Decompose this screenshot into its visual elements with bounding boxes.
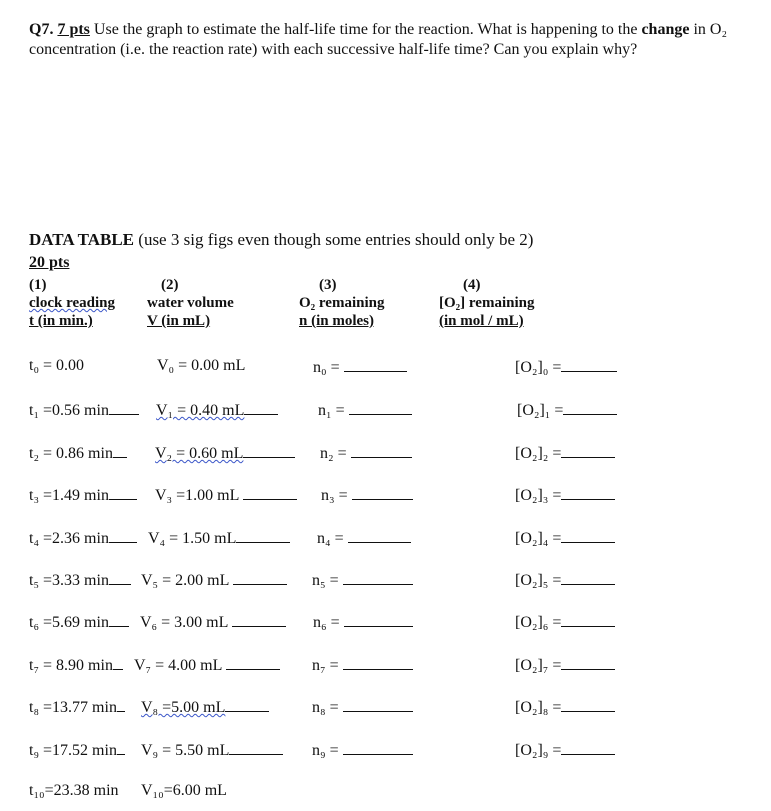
- moles-answer-blank[interactable]: [352, 485, 413, 500]
- volume-entry: [156, 400, 278, 420]
- time-entry-text: t₇ = 8.90 min: [29, 657, 113, 674]
- volume-entry: V₁₀=6.00 mL: [141, 782, 227, 799]
- time-entry-text: t₂ = 0.86 min: [29, 445, 113, 462]
- time-blank: [109, 612, 129, 627]
- concentration-label-text: [O₂]₆ =: [515, 614, 562, 631]
- volume-entry-text: V₅ = 2.00 mL: [141, 572, 229, 589]
- concentration-label: [515, 570, 615, 590]
- volume-entry: [141, 570, 287, 590]
- time-entry: [29, 655, 123, 675]
- column-header-line2: t (in min.): [29, 313, 93, 329]
- moles-label-text: n₁ =: [318, 402, 345, 419]
- moles-answer-blank[interactable]: [343, 570, 413, 585]
- question-text-part2: in O₂ concentration (i.e. the reaction rate) with each successive half-life time? Can you explain why?: [29, 21, 728, 58]
- moles-label: [312, 570, 413, 590]
- moles-answer-blank[interactable]: [344, 612, 413, 627]
- volume-entry: [155, 485, 297, 505]
- data-table-title-note: (use 3 sig figs even though some entries should only be 2): [134, 230, 534, 249]
- volume-entry-text: V₆ = 3.00 mL: [140, 614, 228, 631]
- moles-label: [313, 357, 407, 377]
- column-header-line2: V (in mL): [147, 313, 211, 329]
- volume-blank: [243, 485, 297, 500]
- time-entry: t₀ = 0.00: [29, 357, 85, 374]
- time-blank: [109, 400, 139, 415]
- volume-entry: [148, 528, 290, 548]
- volume-blank: [243, 443, 295, 458]
- concentration-label: [517, 400, 617, 420]
- time-blank: [109, 485, 137, 500]
- column-header-number: (1): [29, 277, 47, 293]
- volume-entry: [141, 697, 269, 717]
- column-header-line1: [O₂] remaining: [439, 295, 535, 311]
- concentration-answer-blank[interactable]: [561, 697, 615, 712]
- column-header-concentration: [439, 276, 534, 330]
- moles-label: [320, 443, 412, 463]
- time-entry-text: t₅ =3.33 min: [29, 572, 109, 589]
- data-table-title-bold: DATA TABLE: [29, 230, 135, 249]
- column-header-moles: [299, 276, 384, 330]
- moles-label-text: n₆ =: [313, 614, 340, 631]
- question-text-part1: Use the graph to estimate the half-life time for the reaction. What is happening to the: [89, 21, 642, 38]
- concentration-answer-blank[interactable]: [561, 485, 615, 500]
- volume-blank: [226, 655, 280, 670]
- time-blank: [117, 740, 125, 755]
- question-bold-word: change: [641, 21, 690, 38]
- moles-label: [313, 612, 413, 632]
- question-number: Q7.: [29, 21, 54, 38]
- moles-label-text: n₇ =: [312, 657, 339, 674]
- concentration-answer-blank[interactable]: [561, 612, 615, 627]
- time-entry: [29, 443, 127, 463]
- moles-answer-blank[interactable]: [343, 697, 413, 712]
- moles-label-text: n₀ =: [313, 359, 340, 376]
- concentration-answer-blank[interactable]: [561, 655, 615, 670]
- concentration-label: [515, 485, 615, 505]
- time-entry: [29, 485, 137, 505]
- moles-label: [318, 400, 412, 420]
- time-entry: [29, 400, 139, 420]
- volume-entry-text: V₇ = 4.00 mL: [134, 657, 222, 674]
- concentration-label: [515, 655, 615, 675]
- volume-entry-text: V₂ = 0.60 mL: [155, 445, 244, 462]
- volume-blank: [229, 740, 283, 755]
- time-entry-text: t₁ =0.56 min: [29, 402, 109, 419]
- volume-blank: [232, 612, 286, 627]
- moles-label-text: n₈ =: [312, 699, 339, 716]
- question-points: 7 pts: [57, 21, 90, 38]
- moles-label: [312, 655, 413, 675]
- time-entry-text: t₆ =5.69 min: [29, 614, 109, 631]
- moles-label-text: n₃ =: [321, 487, 348, 504]
- data-table-title: [29, 230, 533, 250]
- moles-label: [321, 485, 413, 505]
- concentration-label-text: [O₂]₂ =: [515, 445, 562, 462]
- column-header-line1: O₂ remaining: [299, 295, 385, 311]
- column-header-line1: water volume: [147, 295, 234, 311]
- volume-entry: [134, 655, 280, 675]
- time-blank: [109, 528, 137, 543]
- concentration-answer-blank[interactable]: [561, 740, 615, 755]
- moles-label-text: n₂ =: [320, 445, 347, 462]
- concentration-label: [515, 697, 615, 717]
- moles-label-text: n₅ =: [312, 572, 339, 589]
- moles-answer-blank[interactable]: [349, 400, 412, 415]
- time-entry: [29, 612, 129, 632]
- concentration-answer-blank[interactable]: [561, 528, 615, 543]
- concentration-label-text: [O₂]₉ =: [515, 742, 562, 759]
- volume-blank: [244, 400, 278, 415]
- moles-answer-blank[interactable]: [348, 528, 411, 543]
- moles-label-text: n₉ =: [312, 742, 339, 759]
- concentration-label-text: [O₂]₈ =: [515, 699, 562, 716]
- time-blank: [113, 655, 123, 670]
- moles-answer-blank[interactable]: [343, 740, 413, 755]
- time-entry-text: t₄ =2.36 min: [29, 530, 109, 547]
- time-entry: [29, 740, 125, 760]
- volume-blank: [236, 528, 290, 543]
- volume-entry: V₀ = 0.00 mL: [157, 357, 246, 374]
- time-entry-text: t₃ =1.49 min: [29, 487, 109, 504]
- column-header-line2: (in mol / mL): [439, 313, 524, 329]
- volume-entry: [155, 443, 295, 463]
- time-entry: [29, 570, 131, 590]
- volume-entry: [140, 612, 286, 632]
- moles-answer-blank[interactable]: [351, 443, 412, 458]
- moles-label: [317, 528, 411, 548]
- concentration-label-text: [O₂]₁ =: [517, 402, 564, 419]
- time-entry-text: t₈ =13.77 min: [29, 699, 117, 716]
- volume-blank: [233, 570, 287, 585]
- volume-entry-text: V₄ = 1.50 mL: [148, 530, 237, 547]
- time-entry: t₁₀=23.38 min: [29, 782, 119, 799]
- moles-answer-blank[interactable]: [344, 357, 407, 372]
- column-header-number: (2): [161, 277, 179, 293]
- moles-label: [312, 740, 413, 760]
- concentration-label: [515, 612, 615, 632]
- column-header-number: (4): [463, 277, 481, 293]
- moles-label: [312, 697, 413, 717]
- volume-entry-text: V₁ = 0.40 mL: [156, 402, 245, 419]
- concentration-answer-blank[interactable]: [561, 570, 615, 585]
- time-blank: [117, 697, 125, 712]
- concentration-answer-blank[interactable]: [561, 357, 617, 372]
- column-header-number: (3): [319, 277, 337, 293]
- column-header-line1: clock reading: [29, 295, 115, 311]
- column-header-volume: [147, 276, 234, 330]
- concentration-label: [515, 740, 615, 760]
- concentration-answer-blank[interactable]: [563, 400, 617, 415]
- time-blank: [109, 570, 131, 585]
- column-header-line2: n (in moles): [299, 313, 374, 329]
- concentration-label: [515, 357, 617, 377]
- concentration-label: [515, 528, 615, 548]
- moles-label-text: n₄ =: [317, 530, 344, 547]
- volume-entry: [141, 740, 283, 760]
- time-entry: [29, 528, 137, 548]
- volume-entry-text: V₃ =1.00 mL: [155, 487, 239, 504]
- column-header-clock: [29, 276, 115, 330]
- time-entry: [29, 697, 125, 717]
- concentration-label-text: [O₂]₇ =: [515, 657, 562, 674]
- time-blank: [113, 443, 127, 458]
- moles-answer-blank[interactable]: [343, 655, 413, 670]
- volume-entry-text: V₈ =5.00 mL: [141, 699, 226, 716]
- concentration-label: [515, 443, 615, 463]
- concentration-label-text: [O₂]₅ =: [515, 572, 562, 589]
- data-table-points: 20 pts: [29, 254, 70, 271]
- time-entry-text: t₉ =17.52 min: [29, 742, 117, 759]
- concentration-label-text: [O₂]₄ =: [515, 530, 562, 547]
- concentration-answer-blank[interactable]: [561, 443, 615, 458]
- concentration-label-text: [O₂]₀ =: [515, 359, 562, 376]
- volume-blank: [225, 697, 269, 712]
- question-7: [29, 20, 749, 60]
- concentration-label-text: [O₂]₃ =: [515, 487, 562, 504]
- volume-entry-text: V₉ = 5.50 mL: [141, 742, 230, 759]
